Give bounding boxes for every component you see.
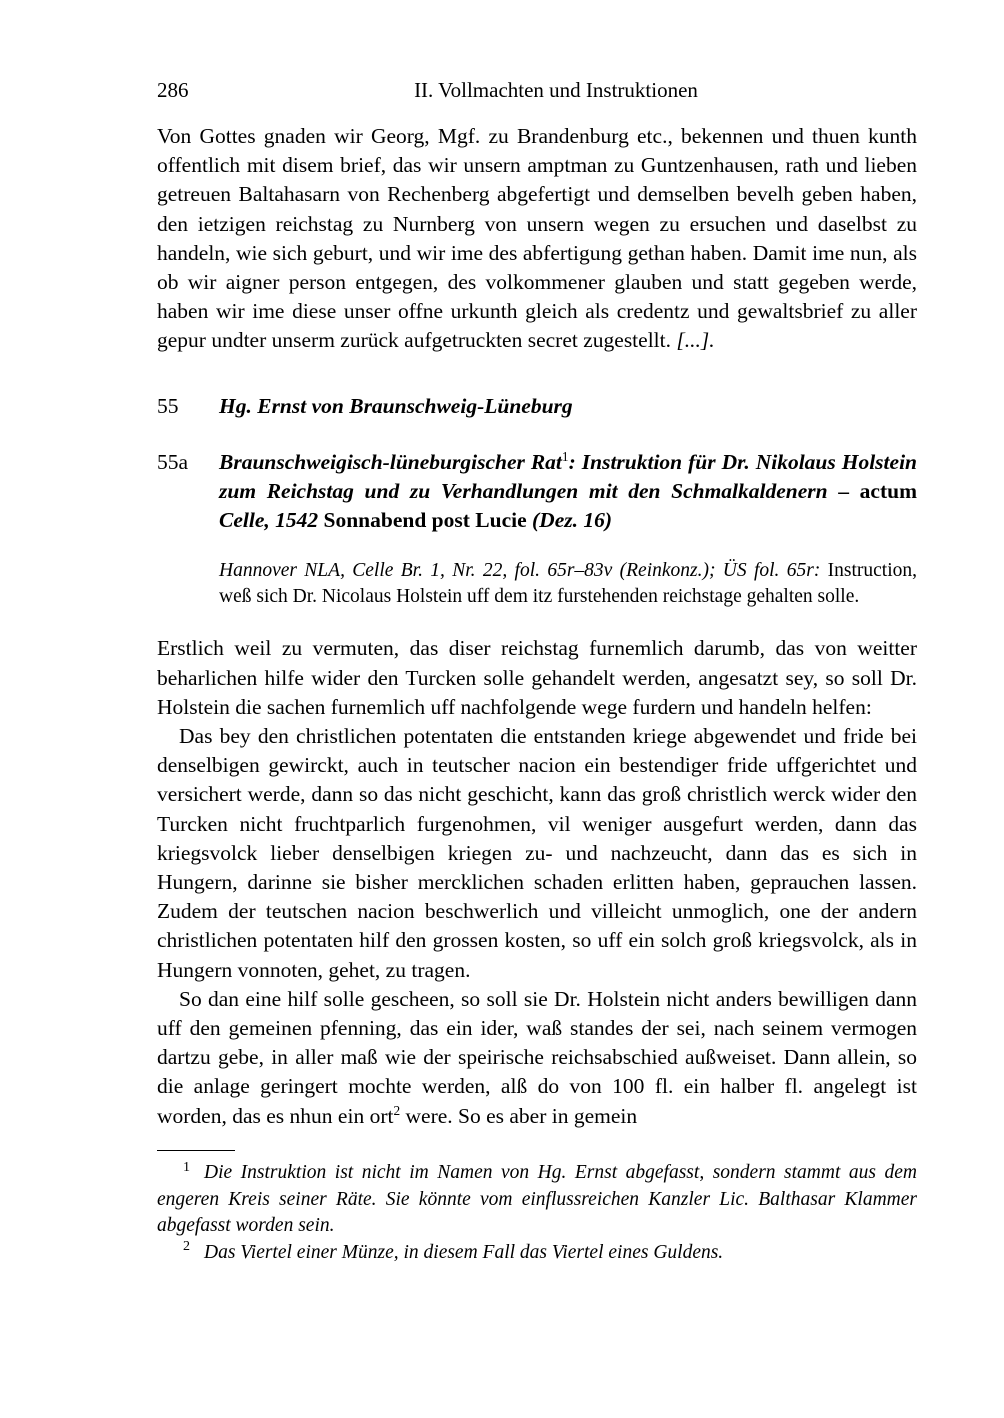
text-block [157,122,917,1131]
footnote-marker-2[interactable]: 2 [393,1102,401,1118]
section-number-55: 55 [157,393,179,418]
subsection-place-date: Celle, 1542 [219,508,319,533]
footnote-separator-rule [157,1150,235,1151]
body-paragraph-1: Erstlich weil zu vermuten, das diser reichstag furnemlich darumb, das von weitter beharlichen hilfe wider den Turcken solle gehandelt werden, angesatzt sey, so soll Dr. Holstein die sachen furnemlich uff nachfolgende wege furdern und handeln helfen: [157,636,917,719]
body-paragraph-3 [157,985,917,1131]
footnote-1-number: 1 [183,1158,191,1175]
opening-paragraph-ellipsis: [...]. [676,328,715,353]
running-head-title: II. Vollmachten und Instruktionen [414,78,698,102]
source-note-description: Instruction, weß sich Dr. Nicolaus Holstein uff dem itz furstehenden reichstage gehalten solle. [219,560,917,608]
source-note-archival: Hannover NLA, Celle Br. 1, Nr. 22, fol. 65r–83v (Reinkonz.); ÜS fol. 65r: [219,560,821,582]
subsection-date-italic: (Dez. 16) [532,508,613,533]
source-note [219,558,917,610]
subsection-actum-label: – actum [838,479,917,504]
footnote-2-number: 2 [183,1238,191,1254]
opening-paragraph-text: Von Gottes gnaden wir Georg, Mgf. zu Brandenburg etc., bekennen und thuen kunth offentlich mit disem brief, das wir unsern amptman zu Guntzenhausen, rath und lieben getreuen Baltahasarn von Rechenberg abgefertigt und demselben bevelh geben haben, den ietzigen reichstag zu Nurnberg von unsern wegen zu ersuchen und daselbst zu handeln, wie sich geburt, und wir ime des abfertigung gethan haben. Damit ime nun, als ob wir aigner person entgegen, des volkommener glauben und statt gegeben werde, haben wir ime diese unser offne urkunth gleich als credentz und gewaltsbrief zu aller gepur undter unserm zurück aufgetruckten secret zugestellt. [157,124,917,353]
section-number-55a: 55a [157,449,189,474]
footnote-marker-1[interactable]: 1 [561,448,569,464]
body-paragraph-2: Das bey den christlichen potentaten die entstanden kriege abgewendet und fride bei denselbigen gewirckt, auch in teutscher nacion ein bestendiger fride uffgerichtet und versichert werde, dann so das nicht geschicht, kann das groß christlich werck wider den Turcken nicht fruchtparlich furgenohmen, vil weniger ausgefurt werden, dann das kriegsvolck lieber denselbigen kriegen zu- und nachzeucht, dann das es sich in Hungern, darinne sie bisher mercklichen schaden erlitten haben, geprauchen lassen. Zudem der teutschen nacion beschwerlich und villeicht unmoglich, one der andern christlichen potentaten hilf den grossen kosten, so uff ein solch groß kriegsvolck, als in Hungern vonnoten, gehet, zu tragen. [157,724,917,982]
subsection-date-roman: Sonnabend post Lucie [318,508,533,533]
section-heading-55 [157,392,917,421]
opening-paragraph [157,122,917,356]
page-folio-number: 286 [157,78,189,102]
footnote-1-text: Die Instruktion ist nicht im Namen von Hg. Ernst abgefasst, sondern stammt aus dem engeren Kreis seiner Räte. Sie könnte vom einflussreichen Kanzler Lic. Balthasar Klammer abgefasst worden sein. [157,1162,917,1236]
footnotes-section [157,1150,917,1266]
subsection-title-part1: Braunschweigisch-lüneburgischer Rat [219,449,562,474]
subsection-title-part2: : Instruktion für Dr. Nikolaus Holstein zum Reichstag und zu Verhandlungen mit den Schmalkaldenern [219,449,917,504]
footnote-1 [157,1160,917,1240]
footnote-2 [157,1240,917,1267]
running-head [157,78,917,102]
body-paragraph-3-part2: were. So es aber in gemein [400,1103,638,1128]
body-paragraph-3-part1: So dan eine hilf solle gescheen, so soll sie Dr. Holstein nicht anders bewilligen dann uff den gemeinen pfenning, das ein ider, waß standes der sei, nach seinem vermogen dartzu gebe, in aller maß wie der speirische reichsabschied außweiset. Dann allein, so die anlage geringert mochte werden, alß do von 100 fl. ein halber fl. angelegt ist worden, das es nhun ein ort [157,986,917,1128]
section-heading-55a [157,448,917,536]
section-title-55: Hg. Ernst von Braunschweig-Lüneburg [219,393,573,418]
footnote-2-text: Das Viertel einer Münze, in diesem Fall das Viertel eines Guldens. [204,1241,724,1263]
